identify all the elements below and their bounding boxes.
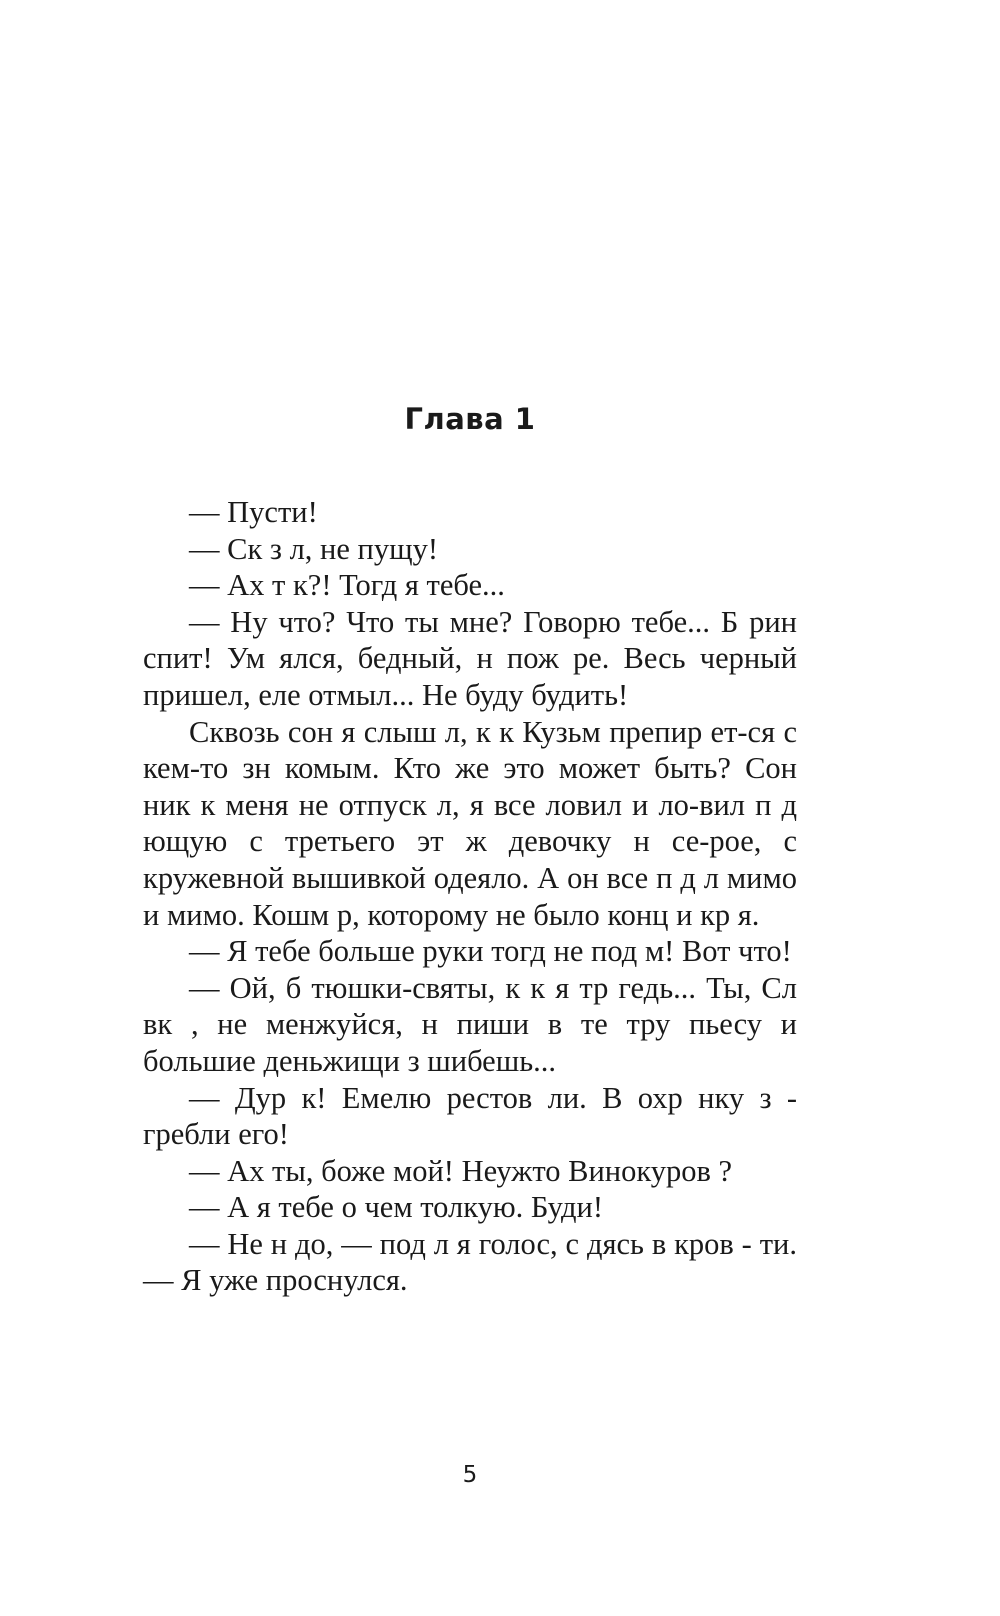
paragraph: — А я тебе о чем толкую. Буди!	[189, 1190, 603, 1225]
page-number: 5	[462, 1462, 478, 1488]
paragraph: — Ой, б тюшки-святы, к к я тр гедь... Ты, Сл вк , не менжуйся, н пиши в те тру пьесу и большие деньжищи з шибешь...	[143, 970, 797, 1078]
paragraph: — Дур к! Емелю рестов ли. В охр нку з - гребли его!	[143, 1080, 797, 1152]
paragraph: Сквозь сон я слыш л, к к Кузьм препир ет-ся с кем-то зн комым. Кто же это может быть? Сон ник к меня не отпуск л, я все ловил и ло-вил п д ющую с третьего эт ж девочку н се-рое, с кружевной вышивкой одеяло. А он все п д л мимо и мимо. Кошм р, которому не было конц и кр я.	[143, 714, 797, 932]
chapter-title: Глава 1	[404, 402, 536, 436]
paragraph: — Я тебе больше руки тогд не под м! Вот что!	[189, 934, 792, 969]
chapter-body	[143, 494, 797, 1299]
paragraph: — Не н до, — под л я голос, с дясь в кров - ти. — Я уже проснулся.	[143, 1226, 797, 1298]
paragraph: — Пусти!	[189, 495, 318, 529]
paragraph: — Ах т к?! Тогд я тебе...	[189, 568, 505, 603]
paragraph: — Ах ты, боже мой! Неужто Винокуров ?	[189, 1153, 733, 1188]
paragraph: — Ск з л, не пущу!	[189, 531, 439, 566]
paragraph: — Ну что? Что ты мне? Говорю тебе... Б рин спит! Ум ялся, бедный, н пож ре. Весь черный пришел, еле отмыл... Не буду будить!	[143, 604, 797, 712]
